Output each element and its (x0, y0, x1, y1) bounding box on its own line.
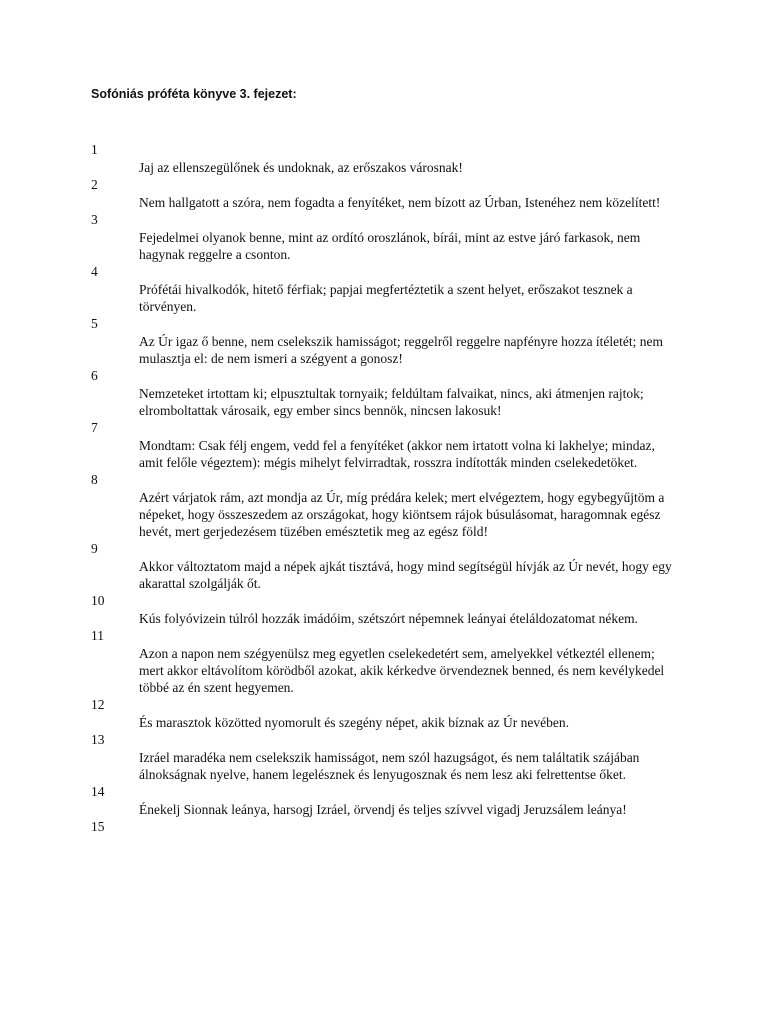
verse-list (91, 141, 691, 836)
verse-text: Azért várjatok rám, azt mondja az Úr, míg prédára kelek; mert elvégeztem, hogy egybegyűjtöm a népeket, hogy összeszedem az országokat, hogy kiöntsem rájok búsulásomat, haragomnak egész hevét, mert gerjedezésem tüzében emésztetik meg az egész föld! (139, 490, 665, 539)
verse-number: 9 (91, 541, 98, 556)
verse-text: Az Úr igaz ő benne, nem cselekszik hamisságot; reggelről reggelre napfényre hozza ítéletét; nem mulasztja el: de nem ismeri a szégyent a gonosz! (139, 334, 664, 366)
verse-6 (91, 367, 691, 419)
verse-8 (91, 471, 691, 540)
verse-number: 13 (91, 732, 105, 747)
verse-text: Akkor változtatom majd a népek ajkát tisztává, hogy mind segítségül hívják az Úr nevét, hogy egy akarattal szolgálják őt. (139, 559, 672, 591)
verse-number: 7 (91, 420, 98, 435)
verse-text: Mondtam: Csak félj engem, vedd fel a fenyítéket (akkor nem irtatott volna ki lakhelye; mindaz, amit felőle végeztem): mégis mihelyt felvirradtak, rosszra indították minden cselekedetöket. (139, 438, 655, 470)
verse-number: 3 (91, 212, 98, 227)
verse-7 (91, 419, 691, 471)
verse-5 (91, 315, 691, 367)
verse-number: 6 (91, 368, 98, 383)
verse-text: Nemzeteket irtottam ki; elpusztultak tornyaik; feldúltam falvaikat, nincs, aki átmenjen rajtok; elromboltattak városaik, egy ember sincs bennök, nincsen lakosuk! (139, 386, 644, 418)
verse-15 (91, 818, 691, 835)
verse-1 (91, 141, 691, 176)
verse-text: Kús folyóvizein túlról hozzák imádóim, szétszórt népemnek leányai ételáldozatomat nékem. (139, 611, 638, 626)
verse-number: 10 (91, 593, 105, 608)
verse-number: 15 (91, 819, 105, 834)
verse-4 (91, 263, 691, 315)
verse-number: 8 (91, 472, 98, 487)
verse-text: Jaj az ellenszegülőnek és undoknak, az erőszakos városnak! (139, 160, 463, 175)
verse-text: Énekelj Sionnak leánya, harsogj Izráel, örvendj és teljes szívvel vigadj Jeruzsálem leánya! (139, 802, 627, 817)
verse-number: 1 (91, 142, 98, 157)
verse-number: 4 (91, 264, 98, 279)
verse-text: Fejedelmei olyanok benne, mint az ordító oroszlánok, bírái, mint az estve járó farkasok, nem hagynak reggelre a csonton. (139, 230, 641, 262)
verse-text: Prófétái hivalkodók, hitető férfiak; papjai megfertéztetik a szent helyet, erőszakot tesznek a törvényen. (139, 282, 633, 314)
verse-9 (91, 540, 691, 592)
verse-number: 11 (91, 628, 104, 643)
verse-text: És marasztok közötted nyomorult és szegény népet, akik bíznak az Úr nevében. (139, 715, 569, 730)
verse-number: 5 (91, 316, 98, 331)
page-title: Sofóniás próféta könyve 3. fejezet: (91, 87, 297, 101)
verse-10 (91, 592, 691, 627)
verse-number: 12 (91, 697, 105, 712)
verse-13 (91, 731, 691, 783)
verse-14 (91, 783, 691, 818)
verse-2 (91, 176, 691, 211)
verse-text: Azon a napon nem szégyenülsz meg egyetlen cselekedetért sem, amelyekkel vétkeztél ellenem; mert akkor eltávolítom körödből azokat, akik kérkedve örvendeznek benned, és nem kevélykedel többé az én szent hegyemen. (139, 646, 665, 695)
verse-number: 14 (91, 784, 105, 799)
verse-11 (91, 627, 691, 696)
verse-number: 2 (91, 177, 98, 192)
verse-text: Nem hallgatott a szóra, nem fogadta a fenyítéket, nem bízott az Úrban, Istenéhez nem közelített! (139, 195, 661, 210)
verse-text: Izráel maradéka nem cselekszik hamisságot, nem szól hazugságot, és nem találtatik szájában álnokságnak nyelve, hanem legelésznek és lenyugosznak és nem lesz aki felrettentse őket. (139, 750, 640, 782)
verse-3 (91, 211, 691, 263)
verse-12 (91, 696, 691, 731)
